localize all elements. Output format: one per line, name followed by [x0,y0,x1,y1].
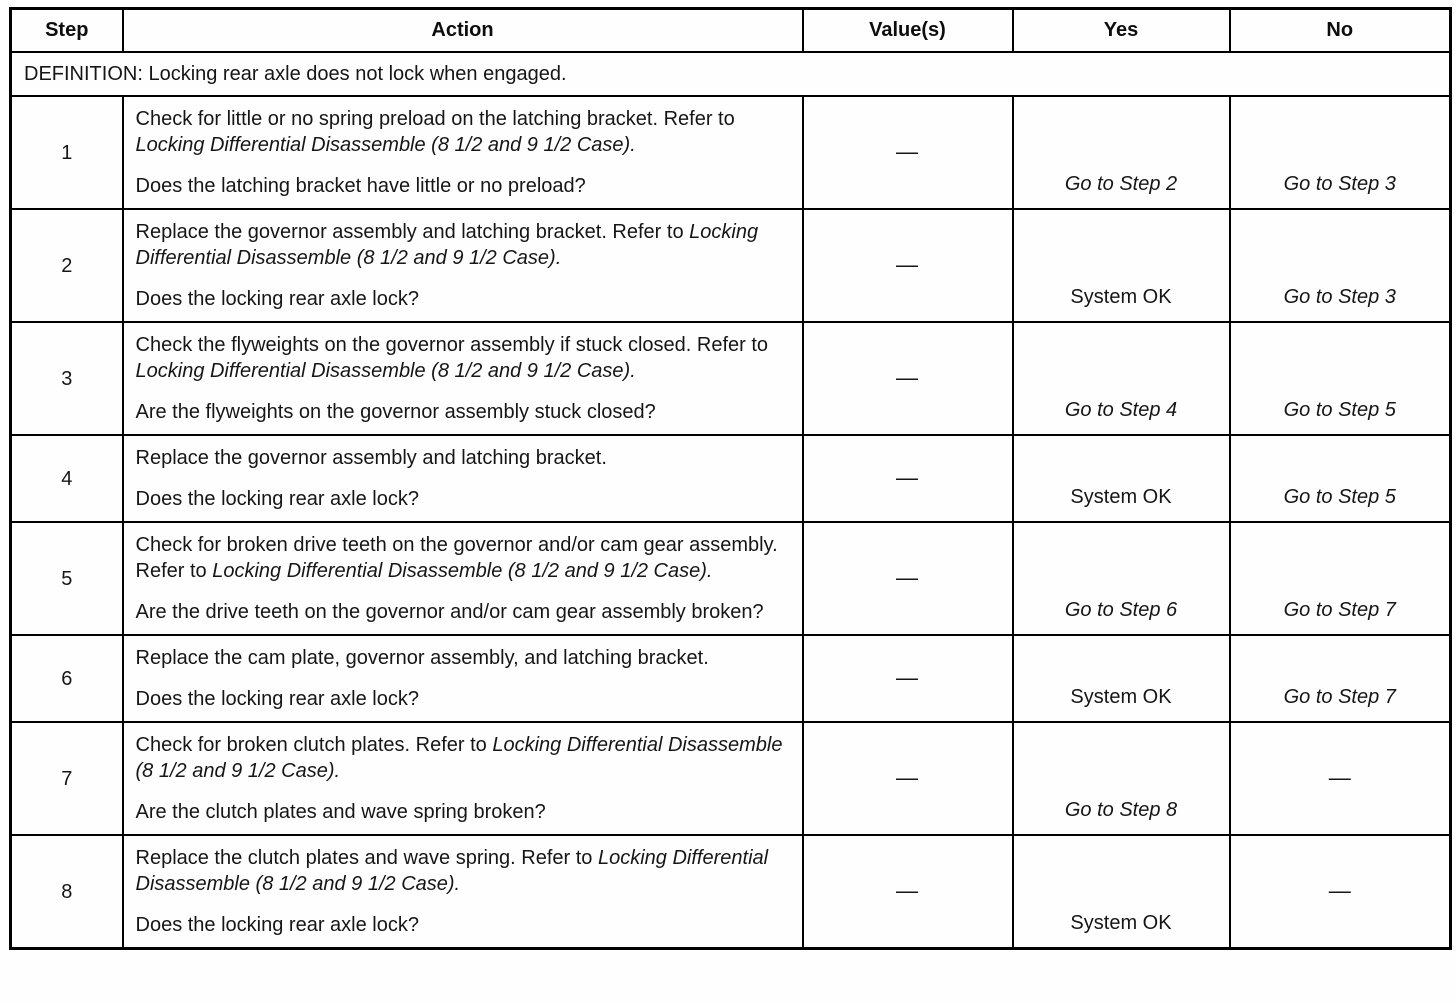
action-description [136,845,790,897]
table-row [11,635,1451,722]
action-description [136,445,790,471]
yes-cell: Go to Step 6 [1013,522,1230,635]
table-row [11,722,1451,835]
table-row [11,835,1451,949]
action-text: Replace the governor assembly and latching bracket. Refer to [135,221,690,243]
no-cell: Go to Step 5 [1230,322,1451,435]
action-cell [123,96,803,209]
value-cell: — [803,722,1013,835]
yes-cell: System OK [1013,435,1230,522]
action-cell [123,722,803,835]
action-question: Are the flyweights on the governor assembly stuck closed? [135,401,656,423]
yes-cell: Go to Step 2 [1013,96,1230,209]
action-question: Does the latching bracket have little or no preload? [135,175,586,197]
action-cell [123,209,803,322]
action-cell [123,835,803,949]
column-header-step: Step [11,9,123,53]
value-cell: — [803,435,1013,522]
no-cell: — [1230,835,1451,949]
yes-cell: Go to Step 8 [1013,722,1230,835]
column-header-no: No [1230,9,1451,53]
action-question: Does the locking rear axle lock? [135,688,419,710]
step-cell: 8 [11,835,123,949]
yes-cell: System OK [1013,635,1230,722]
action-question: Are the drive teeth on the governor and/or cam gear assembly broken? [135,601,764,623]
definition-row [11,52,1451,96]
action-cell [123,635,803,722]
step-cell: 7 [11,722,123,835]
action-text: Replace the clutch plates and wave spring. Refer to [135,847,598,869]
action-description [136,532,790,584]
action-description [136,732,790,784]
table-row [11,322,1451,435]
step-cell: 4 [11,435,123,522]
action-description [136,106,790,158]
action-text: Replace the governor assembly and latching bracket. [135,447,607,469]
yes-cell: System OK [1013,209,1230,322]
value-cell: — [803,96,1013,209]
step-cell: 3 [11,322,123,435]
action-text: Check for little or no spring preload on the latching bracket. Refer to [135,108,735,130]
action-reference: Locking Differential Disassemble (8 1/2 and 9 1/2 Case). [135,221,759,269]
yes-cell: Go to Step 4 [1013,322,1230,435]
action-reference: Locking Differential Disassemble (8 1/2 and 9 1/2 Case). [212,560,713,582]
action-question: Are the clutch plates and wave spring broken? [135,801,546,823]
no-cell: Go to Step 7 [1230,635,1451,722]
action-description [136,332,790,384]
no-cell: Go to Step 3 [1230,209,1451,322]
column-header-action: Action [123,9,803,53]
no-cell: Go to Step 3 [1230,96,1451,209]
value-cell: — [803,835,1013,949]
action-reference: Locking Differential Disassemble (8 1/2 and 9 1/2 Case). [135,847,769,895]
value-cell: — [803,522,1013,635]
action-cell [123,435,803,522]
value-cell: — [803,635,1013,722]
step-cell: 5 [11,522,123,635]
table-row [11,209,1451,322]
action-question: Does the locking rear axle lock? [135,914,419,936]
action-reference: Locking Differential Disassemble (8 1/2 and 9 1/2 Case). [135,734,783,782]
definition-text: DEFINITION: Locking rear axle does not lock when engaged. [11,52,1451,96]
table-row [11,435,1451,522]
step-cell: 6 [11,635,123,722]
action-cell [123,322,803,435]
column-header-values: Value(s) [803,9,1013,53]
header-row [11,9,1451,53]
action-question: Does the locking rear axle lock? [135,488,419,510]
value-cell: — [803,209,1013,322]
action-text: Replace the cam plate, governor assembly, and latching bracket. [135,647,709,669]
yes-cell: System OK [1013,835,1230,949]
action-cell [123,522,803,635]
action-text: Check the flyweights on the governor assembly if stuck closed. Refer to [135,334,769,356]
column-header-yes: Yes [1013,9,1230,53]
no-cell: Go to Step 7 [1230,522,1451,635]
step-cell: 1 [11,96,123,209]
action-question: Does the locking rear axle lock? [135,288,419,310]
action-description [136,645,790,671]
table-row [11,522,1451,635]
action-description [136,219,790,271]
action-text: Check for broken clutch plates. Refer to [135,734,493,756]
action-reference: Locking Differential Disassemble (8 1/2 and 9 1/2 Case). [135,360,636,382]
action-reference: Locking Differential Disassemble (8 1/2 and 9 1/2 Case). [135,134,636,156]
step-cell: 2 [11,209,123,322]
action-text: Check for broken drive teeth on the governor and/or cam gear assembly. Refer to [135,534,778,582]
value-cell: — [803,322,1013,435]
no-cell: — [1230,722,1451,835]
table-row [11,96,1451,209]
no-cell: Go to Step 5 [1230,435,1451,522]
diagnostic-table [9,7,1452,950]
